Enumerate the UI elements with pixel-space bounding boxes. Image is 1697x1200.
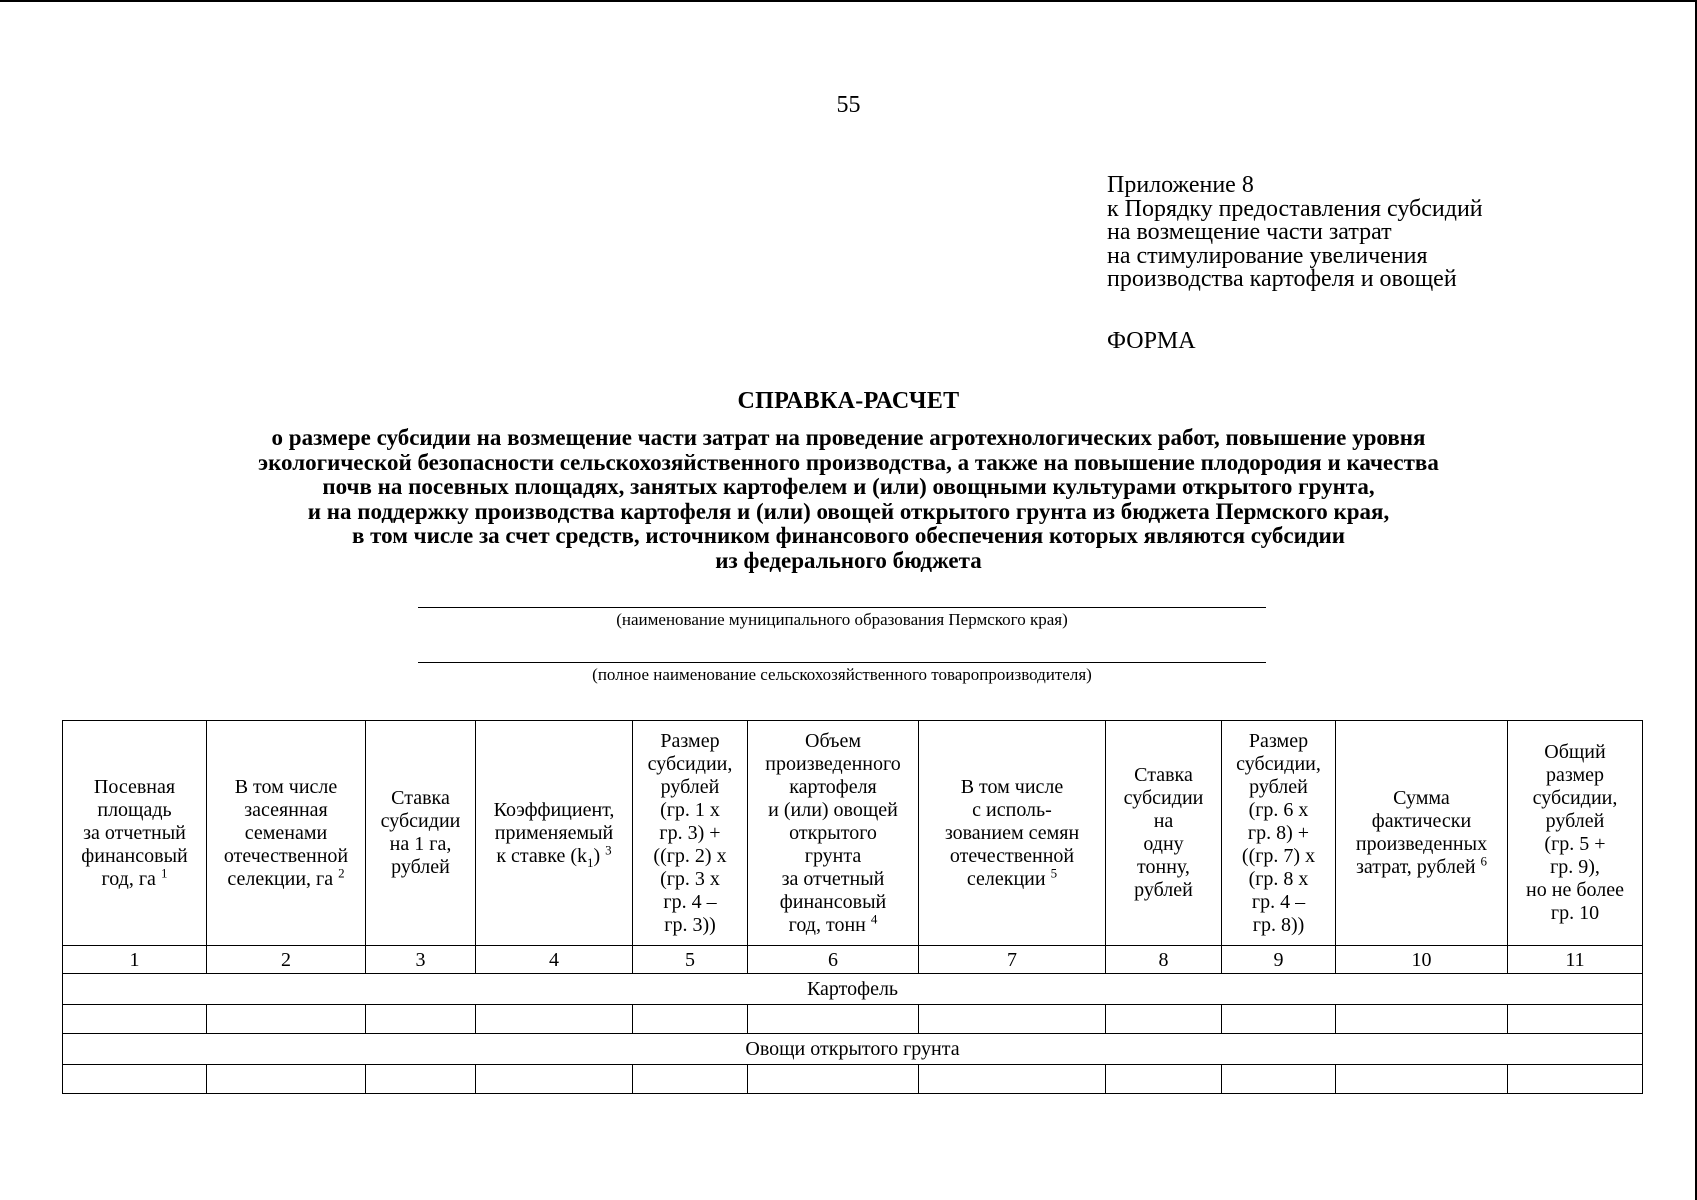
document-subtitle (60, 426, 1637, 574)
header-cell-subsidy-size-2: Размер субсидии, рублей (гр. 6 х гр. 8) + ((гр. 7) х (гр. 8 х гр. 4 – гр. 8)) (1222, 721, 1336, 946)
column-number: 6 (748, 946, 919, 974)
input-cell[interactable] (1508, 1065, 1643, 1094)
subtitle-line: из федерального бюджета (715, 547, 982, 573)
header-cell-subsidy-size-1: Размер субсидии, рублей (гр. 1 х гр. 3) + ((гр. 2) х (гр. 3 х гр. 4 – гр. 3)) (633, 721, 748, 946)
input-cell[interactable] (366, 1065, 476, 1094)
subtitle-line: и на поддержку производства картофеля и (или) овощей открытого грунта из бюджета Пермского края, (307, 498, 1390, 524)
input-cell[interactable] (1336, 1005, 1508, 1034)
input-cell[interactable] (63, 1005, 207, 1034)
header-cell-sown-area: Посевная площадь за отчетный финансовый год, га $^1$ (63, 721, 207, 946)
section-row-potato (63, 974, 1643, 1005)
input-cell[interactable] (748, 1005, 919, 1034)
producer-caption: (полное наименование сельскохозяйственного товаропроизводителя) (592, 665, 1092, 684)
column-number: 2 (207, 946, 366, 974)
header-cell-rate-per-ha: Ставка субсидии на 1 га, рублей (366, 721, 476, 946)
page-number: 55 (836, 92, 861, 118)
section-heading: Овощи открытого грунта (63, 1034, 1643, 1065)
annex-line: Приложение 8 (1107, 172, 1254, 198)
header-cell-domestic-seed-area: В том числе засеянная семенами отечественной селекции, га $^2$ (207, 721, 366, 946)
header-cell-coefficient: Коэффициент, применяемый к ставке $(k_1)$ $^3$ (476, 721, 633, 946)
input-cell[interactable] (366, 1005, 476, 1034)
footnote-marker: 6 (1480, 853, 1488, 869)
header-cell-domestic-seed-volume: В том числе с исполь- зованием семян отечественной селекции $^5$ (919, 721, 1106, 946)
header-cell-total-subsidy: Общий размер субсидии, рублей (гр. 5 + гр. 9), но не более гр. 10 (1508, 721, 1643, 946)
input-cell[interactable] (207, 1065, 366, 1094)
input-cell[interactable] (1508, 1005, 1643, 1034)
input-cell[interactable] (919, 1005, 1106, 1034)
subtitle-line: о размере субсидии на возмещение части затрат на проведение агротехнологических работ, повышение уровня (271, 425, 1426, 450)
column-number: 9 (1222, 946, 1336, 974)
input-cell[interactable] (1222, 1065, 1336, 1094)
subtitle-line: экологической безопасности сельскохозяйственного производства, а также на повышение плодородия и качества (258, 449, 1439, 475)
input-cell[interactable] (207, 1005, 366, 1034)
footnote-marker: 2 (338, 864, 345, 880)
column-number: 11 (1508, 946, 1643, 974)
input-cell[interactable] (476, 1065, 633, 1094)
input-cell[interactable] (63, 1065, 207, 1094)
section-heading: Картофель (63, 974, 1643, 1005)
column-number-row (63, 946, 1643, 974)
municipality-caption: (наименование муниципального образования Пермского края) (616, 610, 1068, 629)
column-number: 3 (366, 946, 476, 974)
document-title: СПРАВКА-РАСЧЕТ (737, 388, 960, 414)
input-cell[interactable] (633, 1005, 748, 1034)
footnote-marker: 1 (160, 864, 168, 880)
column-number: 4 (476, 946, 633, 974)
table-header-row (63, 721, 1643, 946)
header-cell-production-volume: Объем произведенного картофеля и (или) овощей открытого грунта за отчетный финансовый год, тонн $^4$ (748, 721, 919, 946)
scan-border-top (0, 0, 1697, 2)
annex-line: производства картофеля и овощей (1107, 266, 1457, 292)
input-cell[interactable] (476, 1005, 633, 1034)
column-number: 1 (63, 946, 207, 974)
subtitle-line: почв на посевных площадях, занятых картофелем и (или) овощными культурами открытого грунта, (322, 474, 1375, 500)
input-cell[interactable] (633, 1065, 748, 1094)
column-number: 7 (919, 946, 1106, 974)
column-number: 5 (633, 946, 748, 974)
annex-block (1107, 174, 1483, 292)
calculation-table-wrap (62, 720, 1642, 1094)
subtitle-line: в том числе за счет средств, источником финансового обеспечения которых являются субсидии (352, 523, 1345, 549)
input-cell[interactable] (1336, 1065, 1508, 1094)
data-row-potato (63, 1005, 1643, 1034)
column-number: 10 (1336, 946, 1508, 974)
input-cell[interactable] (1222, 1005, 1336, 1034)
data-row-vegetables (63, 1065, 1643, 1094)
column-number: 8 (1106, 946, 1222, 974)
calculation-table (62, 720, 1643, 1094)
header-cell-actual-costs: Сумма фактически произведенных затрат, рублей $^6$ (1336, 721, 1508, 946)
producer-fill-line[interactable] (418, 662, 1266, 663)
input-cell[interactable] (1106, 1065, 1222, 1094)
footnote-marker: 3 (605, 841, 612, 857)
footnote-marker: 5 (1050, 864, 1058, 880)
section-row-vegetables (63, 1034, 1643, 1065)
input-cell[interactable] (919, 1065, 1106, 1094)
header-cell-rate-per-ton: Ставка субсидии на одну тонну, рублей (1106, 721, 1222, 946)
municipality-fill-line[interactable] (418, 607, 1266, 608)
form-label: ФОРМА (1107, 328, 1196, 354)
annex-line: на возмещение части затрат (1107, 219, 1392, 245)
footnote-marker: 4 (870, 910, 878, 926)
annex-line: на стимулирование увеличения (1107, 242, 1428, 269)
input-cell[interactable] (1106, 1005, 1222, 1034)
input-cell[interactable] (748, 1065, 919, 1094)
annex-line: к Порядку предоставления субсидий (1107, 195, 1483, 222)
